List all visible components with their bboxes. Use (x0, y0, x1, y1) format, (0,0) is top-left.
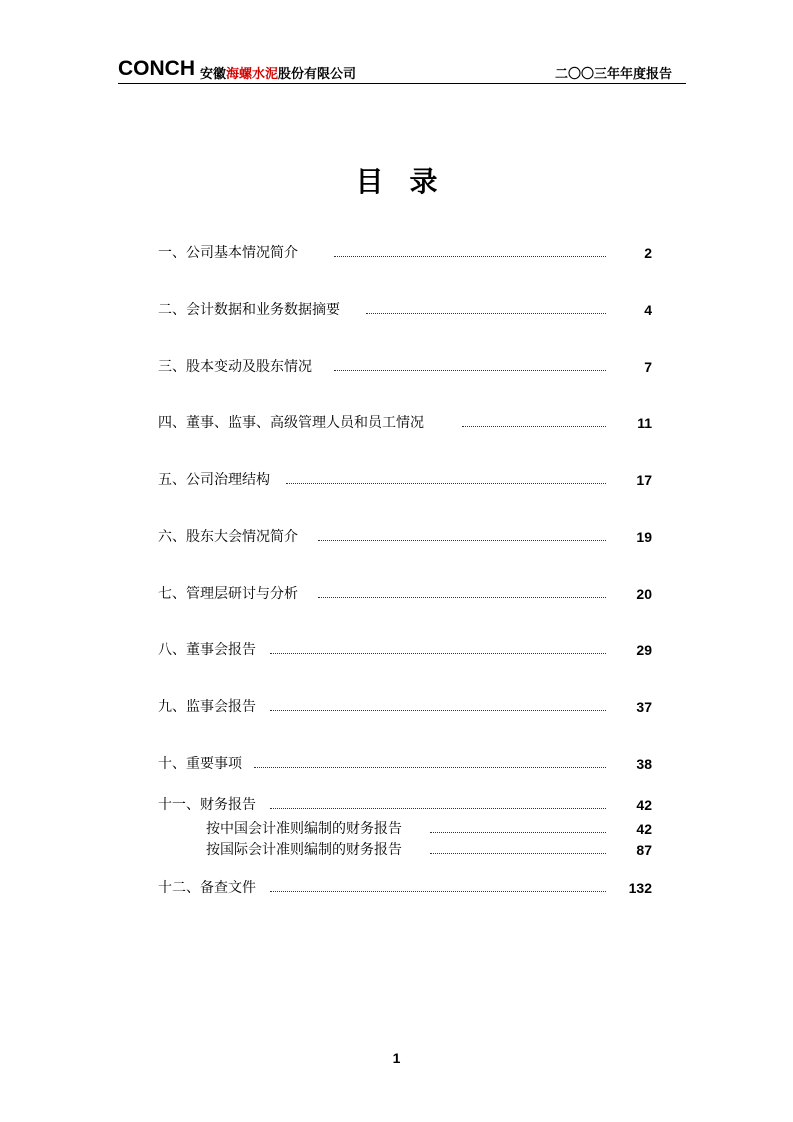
toc-leader-dots (334, 370, 606, 371)
toc-entry-page: 19 (636, 529, 652, 545)
toc-entry-page: 132 (628, 880, 652, 896)
toc-leader-dots (430, 832, 606, 833)
toc-entry-page: 20 (636, 586, 652, 602)
page-number: 1 (392, 1050, 401, 1066)
toc-entry[interactable] (158, 795, 652, 815)
toc-leader-dots (270, 710, 606, 711)
header-divider (118, 83, 686, 84)
toc-entry-label: 六、股东大会情况简介 (158, 529, 298, 545)
toc-entry[interactable] (158, 300, 652, 320)
page-title: 目录 (355, 165, 464, 198)
toc-leader-dots (270, 808, 606, 809)
company-name (200, 63, 356, 82)
conch-logo (118, 58, 195, 80)
toc-entry-page: 38 (636, 756, 652, 772)
toc-entry[interactable] (158, 527, 652, 547)
report-year: 二〇〇三年年度报告 (554, 67, 672, 82)
company-name-suffix: 股份有限公司 (278, 67, 357, 82)
toc-entry[interactable] (158, 697, 652, 717)
toc-entry-page: 42 (636, 797, 652, 813)
toc-entry-page: 17 (636, 472, 652, 488)
toc-leader-dots (366, 313, 606, 314)
toc-entry-label: 十一、财务报告 (158, 797, 256, 813)
logo-text-suffix: CH (164, 57, 196, 80)
toc-leader-dots (430, 853, 606, 854)
logo-n-glyph: N (149, 57, 165, 80)
toc-entry-page: 42 (636, 821, 652, 837)
toc-leader-dots (334, 256, 606, 257)
toc-entry-label: 按中国会计准则编制的财务报告 (206, 821, 402, 837)
toc-entry-page: 7 (644, 359, 652, 375)
toc-entry-label: 五、公司治理结构 (158, 472, 270, 488)
toc-entry-label: 一、公司基本情况简介 (158, 245, 298, 261)
company-name-prefix: 安徽 (200, 67, 227, 82)
toc-entry-page: 4 (644, 302, 652, 318)
toc-entry-label: 二、会计数据和业务数据摘要 (158, 302, 340, 318)
toc-entry[interactable] (158, 470, 652, 490)
toc-entry-label: 八、董事会报告 (158, 642, 256, 658)
toc-entry[interactable] (158, 754, 652, 774)
toc-entry-label: 十、重要事项 (158, 756, 242, 772)
toc-leader-dots (254, 767, 606, 768)
company-name-brand: 海螺水泥 (226, 67, 279, 82)
toc-entry[interactable] (158, 584, 652, 604)
toc-sub-entry[interactable] (158, 819, 652, 839)
toc-entry-page: 29 (636, 642, 652, 658)
toc-entry-page: 11 (637, 415, 652, 431)
toc-entry-label: 十二、备查文件 (158, 880, 256, 896)
toc-entry[interactable] (158, 640, 652, 660)
toc-entry[interactable] (158, 357, 652, 377)
toc-entry-label: 按国际会计准则编制的财务报告 (206, 842, 402, 858)
toc-leader-dots (318, 540, 606, 541)
toc-leader-dots (270, 653, 606, 654)
toc-entry-page: 37 (636, 699, 652, 715)
toc-leader-dots (318, 597, 606, 598)
logo-letter-n (150, 57, 165, 80)
toc-entry-label: 七、管理层研讨与分析 (158, 586, 298, 602)
toc-entry-label: 三、股本变动及股东情况 (158, 359, 312, 375)
toc-leader-dots (270, 891, 606, 892)
toc-leader-dots (286, 483, 606, 484)
toc-entry-page: 87 (636, 842, 652, 858)
toc-entry-label: 九、监事会报告 (158, 699, 256, 715)
toc-leader-dots (462, 426, 606, 427)
toc-entry[interactable] (158, 243, 652, 263)
toc-entry-label: 四、董事、监事、高级管理人员和员工情况 (158, 415, 424, 431)
toc-entry-page: 2 (644, 245, 652, 261)
logo-text-prefix: CO (118, 57, 150, 80)
page-header (118, 58, 686, 84)
toc-entry[interactable] (158, 413, 652, 433)
toc-sub-entry[interactable] (158, 840, 652, 860)
toc-entry[interactable] (158, 878, 652, 898)
